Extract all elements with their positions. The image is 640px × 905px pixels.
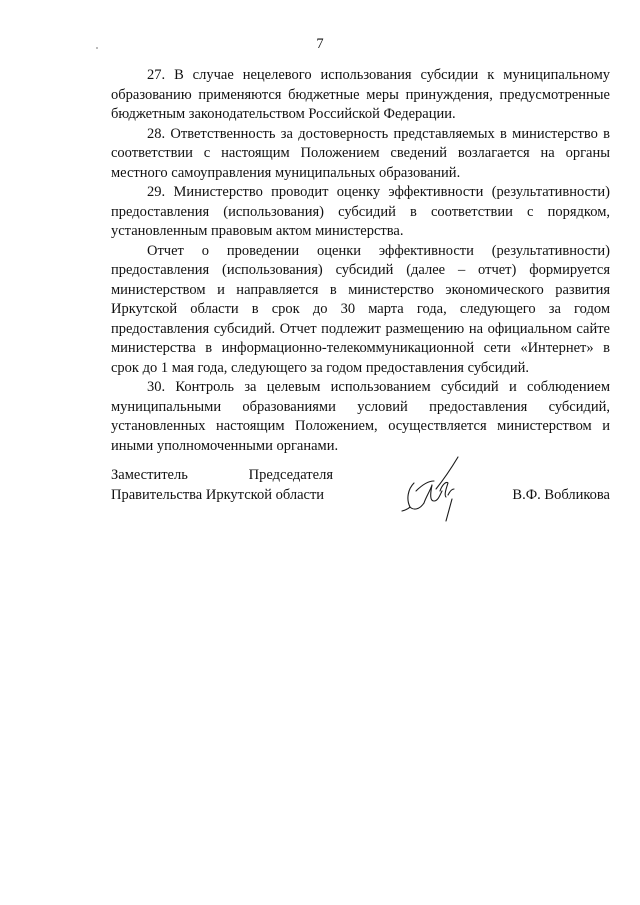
- signatory-title-word1: Заместитель: [111, 467, 188, 483]
- signatory-title: [111, 465, 333, 505]
- signatory-name: В.Ф. Вобликова: [512, 487, 610, 503]
- signatory-title-line2: Правительства Иркутской области: [111, 487, 325, 503]
- paragraph-29: 29. Министерство проводит оценку эффективности (результативности) предоставления (использования) субсидий в соответствии с порядком, установленным правовым актом министерства.: [111, 184, 610, 239]
- document-body: [111, 66, 610, 456]
- paragraph-28: 28. Ответственность за достоверность представляемых в министерство в соответствии с настоящим Положением сведений возлагается на органы местного самоуправления муниципальных образований.: [111, 125, 610, 181]
- handwritten-signature-icon: [400, 455, 470, 525]
- signatory-title-word2: Председателя: [248, 467, 333, 483]
- paragraph-30: 30. Контроль за целевым использованием субсидий и соблюдением муниципальными образованиями условий предоставления субсидий, установленных настоящим Положением, осуществляется министерством и иными уполномоченными органами.: [111, 379, 610, 454]
- page-number: 7: [316, 36, 324, 52]
- paragraph-27: 27. В случае нецелевого использования субсидии к муниципальному образованию применяются бюджетные меры принуждения, предусмотренные бюджетным законодательством Российской Федерации.: [111, 67, 610, 122]
- signatory-title-line1: [111, 465, 333, 485]
- paragraph-report: Отчет о проведении оценки эффективности (результативности) предоставления (использования) субсидий (далее – отчет) формируется министерством и направляется в министерство экономического развития Иркутской области в срок до 30 марта года, следующего за годом предоставления субсидий. Отчет подлежит размещению на официальном сайте министерства в информационно-телекоммуникационной сети «Интернет» в срок до 1 мая года, следующего за годом предоставления субсидий.: [111, 242, 610, 376]
